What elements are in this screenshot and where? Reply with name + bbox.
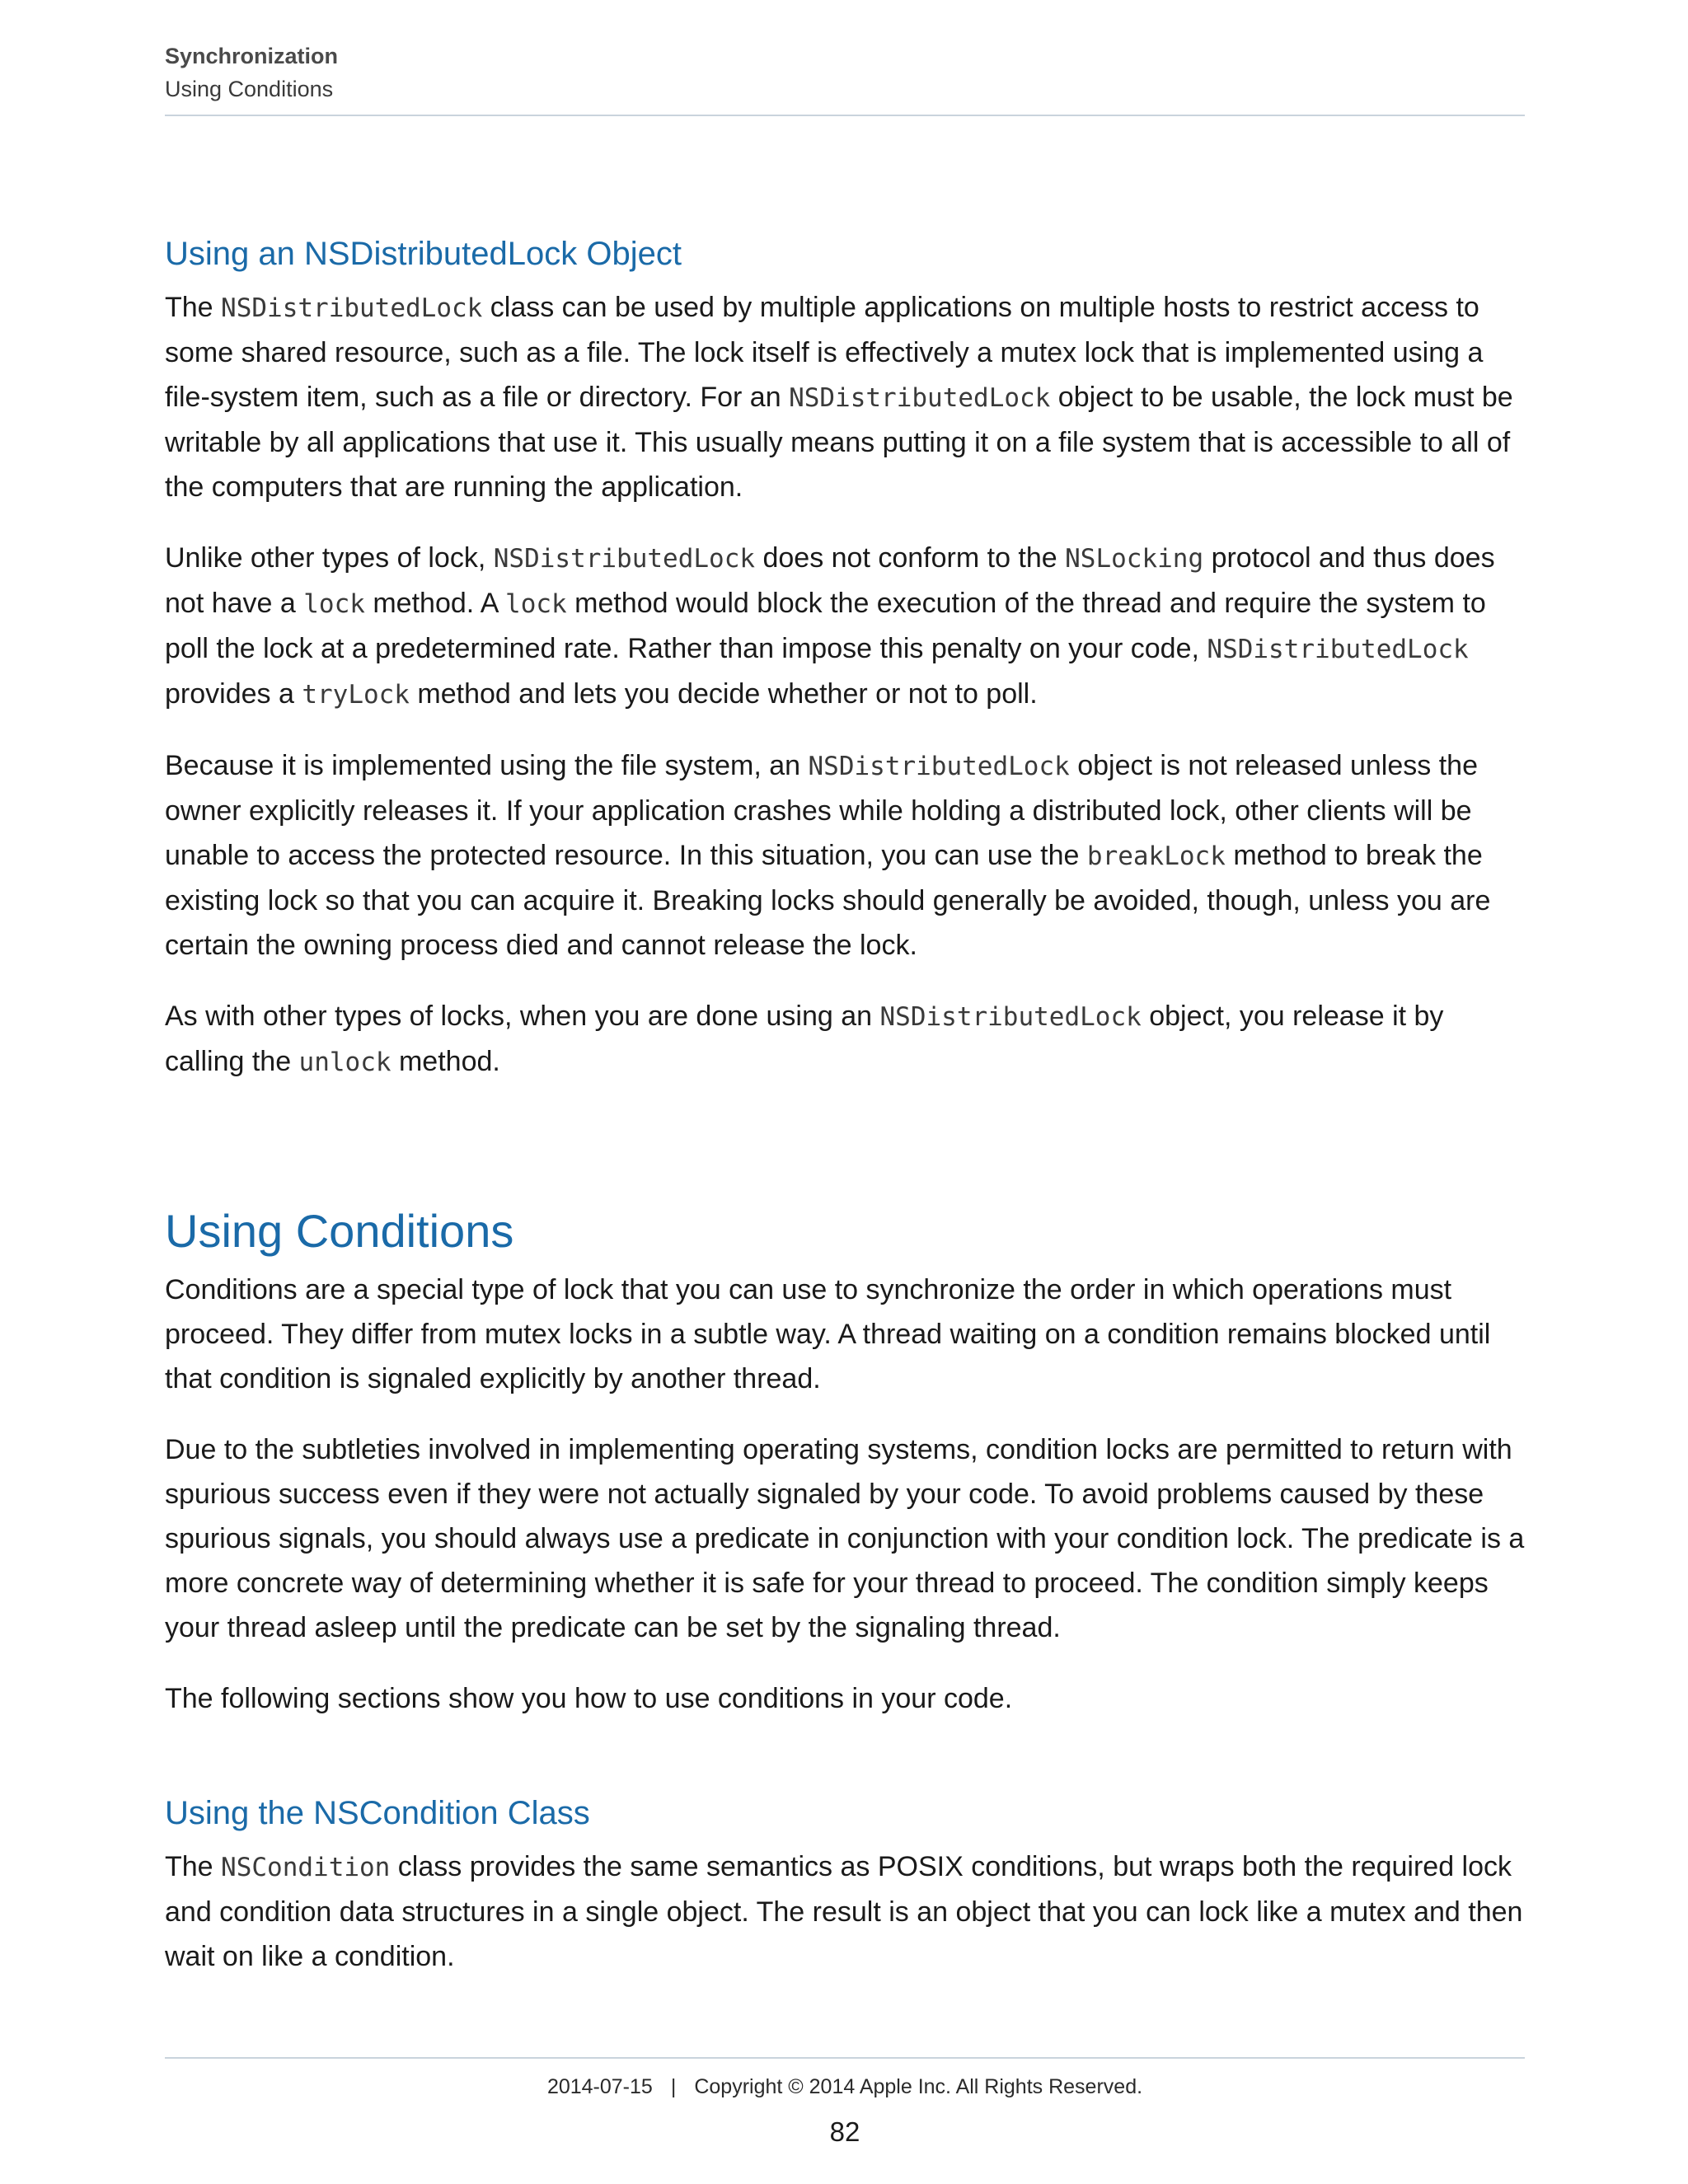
code-term: NSCondition	[221, 1853, 391, 1882]
code-term: NSLocking	[1065, 544, 1204, 574]
header-divider	[165, 115, 1525, 116]
code-term: tryLock	[302, 680, 410, 710]
section-heading-using-conditions: Using Conditions	[165, 1205, 514, 1257]
section-heading-nscondition: Using the NSCondition Class	[165, 1795, 590, 1831]
header-chapter-title: Synchronization	[165, 44, 339, 68]
paragraph-distributed-lock-intro: The NSDistributedLock class can be used by multiple applications on multiple hosts to restrict access to some shared resource, such as a file. The lock itself is effectively a mutex lock that is implemented using a file-system item, such as a file or directory. For an NSDistributedLock object to be usable, the lock must be writable by all applications that use it. This usually means putting it on a file system that is accessible to all of the computers that are running the application.	[165, 292, 1513, 503]
code-term: breakLock	[1086, 841, 1226, 871]
header-section-title: Using Conditions	[165, 77, 334, 101]
paragraph-conditions-predicate: Due to the subtleties involved in implementing operating systems, condition locks are permitted to return with spurious success even if they were not actually signaled by your code. To avoid problems caused by these spurious signals, you should always use a predicate in conjunction with your condition lock. The predicate is a more concrete way of determining whether it is safe for your thread to proceed. The condition simply keeps your thread asleep until the predicate can be set by the signaling thread.	[165, 1434, 1525, 1643]
section-spacer	[165, 1747, 1525, 1790]
page-content	[165, 231, 1525, 2005]
document-page	[165, 0, 1525, 2184]
code-term: NSDistributedLock	[879, 1002, 1142, 1032]
code-term: NSDistributedLock	[808, 752, 1070, 781]
code-term: lock	[505, 589, 567, 619]
footer-date: 2014-07-15	[546, 2075, 653, 2098]
code-term: NSDistributedLock	[221, 293, 483, 323]
section-heading-distributed-lock: Using an NSDistributedLock Object	[165, 236, 682, 272]
footer-separator: |	[670, 2075, 677, 2098]
paragraph-nscondition-intro: The NSCondition class provides the same semantics as POSIX conditions, but wraps both the required lock and condition data structures in a single object. The result is an object that you can lock like a mutex and then wait on like a condition.	[165, 1851, 1523, 1972]
paragraph-distributed-lock-protocol: Unlike other types of lock, NSDistributedLock does not conform to the NSLocking protocol and thus does not have a lock method. A lock method would block the execution of the thread and require the system to poll the lock at a predetermined rate. Rather than impose this penalty on your code, NSDistributedLock provides a tryLock method and lets you decide whether or not to poll.	[165, 542, 1495, 710]
page-number: 82	[829, 2116, 860, 2147]
section-spacer	[165, 1111, 1525, 1202]
paragraph-distributed-lock-unlock: As with other types of locks, when you are done using an NSDistributedLock object, you release it by calling the unlock method.	[165, 1001, 1444, 1077]
code-term: unlock	[298, 1047, 392, 1077]
paragraph-conditions-intro: Conditions are a special type of lock that you can use to synchronize the order in which operations must proceed. They differ from mutex locks in a subtle way. A thread waiting on a condition remains blocked until that condition is signaled explicitly by another thread.	[165, 1274, 1491, 1394]
code-term: NSDistributedLock	[493, 544, 756, 574]
code-term: lock	[303, 589, 365, 619]
running-header	[165, 40, 1525, 105]
code-term: NSDistributedLock	[1207, 635, 1469, 664]
page-footer	[165, 2075, 1525, 2099]
paragraph-conditions-following: The following sections show you how to use conditions in your code.	[165, 1683, 1013, 1714]
footer-copyright: Copyright © 2014 Apple Inc. All Rights Reserved.	[694, 2075, 1143, 2098]
footer-divider	[165, 2057, 1525, 2059]
paragraph-distributed-lock-release: Because it is implemented using the file system, an NSDistributedLock object is not released unless the owner explicitly releases it. If your application crashes while holding a distributed lock, other clients will be unable to access the protected resource. In this situation, you can use the breakLock method to break the existing lock so that you can acquire it. Breaking locks should generally be avoided, though, unless you are certain the owning process died and cannot release the lock.	[165, 750, 1491, 961]
code-term: NSDistributedLock	[789, 383, 1051, 413]
